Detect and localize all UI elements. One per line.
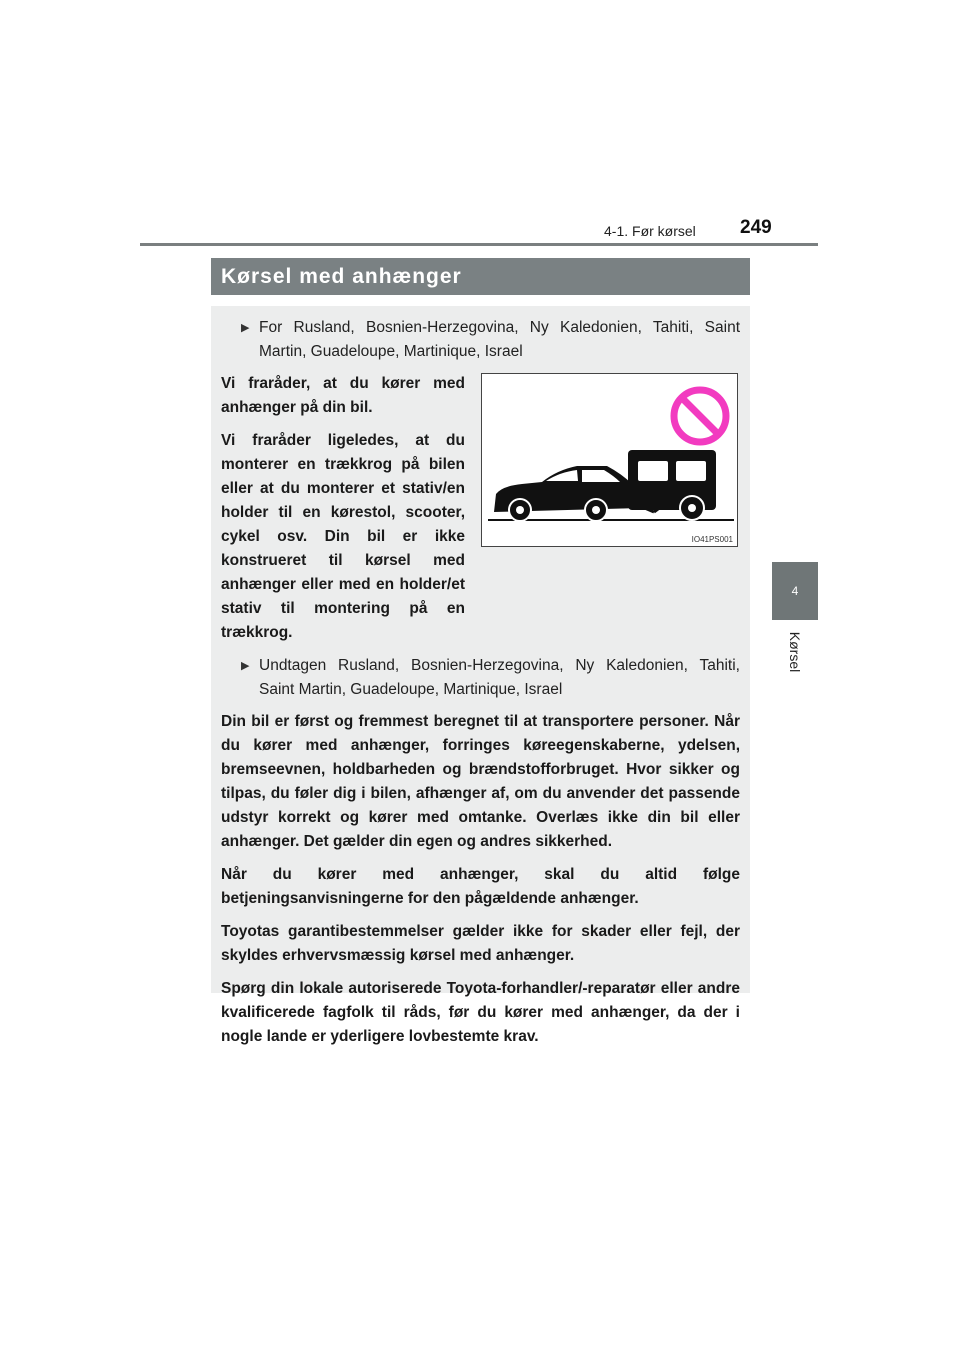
- paragraph: Toyotas garantibestemmelser gælder ikke for skader eller fejl, der skyldes erhvervsmæssig kørsel med anhænger.: [221, 923, 740, 964]
- bullet-text: For Rusland, Bosnien-Herzegovina, Ny Kaledonien, Tahiti, Saint Martin, Guadeloupe, Martinique, Israel: [259, 319, 740, 360]
- figure-code: IO41PS001: [691, 535, 733, 544]
- bullet-item: [221, 654, 740, 702]
- paragraph: Vi fraråder ligeledes, at du monterer en trækkrog på bilen eller at du monterer et stativ/en holder til en kørestol, scooter, cykel osv. Din bil er ikke konstrueret til kørsel med anhænger eller med en holder/et stativ til montering på en trækkrog.: [221, 432, 465, 641]
- page-number: 249: [740, 217, 772, 238]
- paragraph: Din bil er først og fremmest beregnet til at transportere personer. Når du kører med anhænger, forringes køreegenskaberne, ydelsen, bremseevnen, holdbarheden og brændstofforbruget. Hvor sikker og tilpas, du føler dig i bilen, afhænger af, om du anvender det passende udstyr korrekt og kører med omtanke. Overlæs ikke din bil eller anhænger. Det gælder din egen og andres sikkerhed.: [221, 713, 740, 850]
- triangle-bullet-icon: ▶: [241, 660, 250, 672]
- header-rule: [140, 243, 818, 246]
- paragraph: Når du kører med anhænger, skal du altid følge betjeningsanvisningerne for den pågældende anhænger.: [221, 866, 740, 907]
- bullet-text: Undtagen Rusland, Bosnien-Herzegovina, Ny Kaledonien, Tahiti, Saint Martin, Guadeloupe, Martinique, Israel: [259, 657, 740, 698]
- prohibition-icon: [674, 390, 726, 442]
- trailer-icon: [628, 450, 716, 520]
- trailer-prohibition-figure: [481, 373, 738, 547]
- chapter-label: Kørsel: [787, 631, 803, 673]
- chapter-tab[interactable]: [772, 562, 818, 620]
- paragraph: Spørg din lokale autoriserede Toyota-forhandler/-reparatør eller andre kvalificerede fagfolk til råds, før du kører med anhænger, da der i nogle lande er yderligere lovbestemte krav.: [221, 980, 740, 1045]
- car-trailer-illustration: [482, 374, 737, 546]
- section-label: 4-1. Før kørsel: [604, 223, 696, 239]
- paragraph: Vi fraråder, at du kører med anhænger på din bil.: [221, 375, 465, 416]
- triangle-bullet-icon: ▶: [241, 322, 250, 334]
- section-title: Kørsel med anhænger: [211, 258, 750, 295]
- bullet-item: [221, 316, 740, 364]
- left-column: [221, 372, 465, 654]
- car-icon: [494, 466, 642, 521]
- chapter-number: 4: [791, 584, 799, 598]
